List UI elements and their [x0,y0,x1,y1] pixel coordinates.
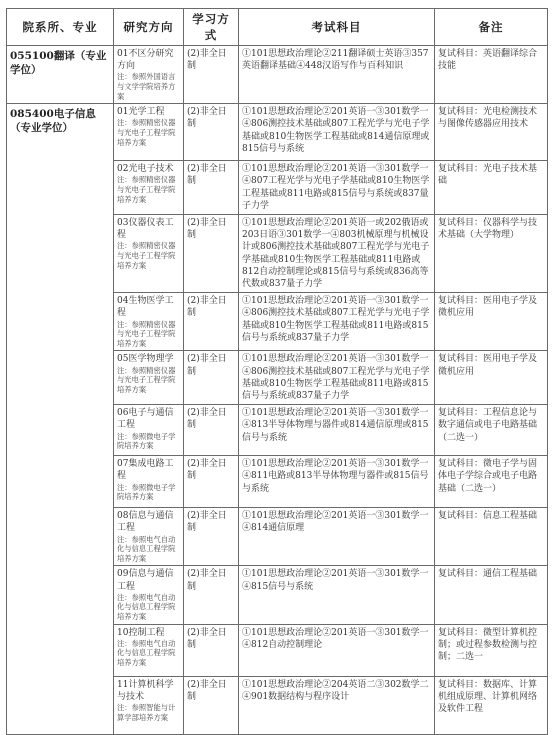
admission-table [6,8,548,735]
direction-cell [114,624,184,676]
remark-cell: 复试科目：数据库、计算机组成原理、计算机网络及软件工程 [435,676,548,734]
header-row [7,9,548,46]
direction-note: 注：参照精密仪器与光电子工程学院培养方案 [117,175,176,204]
direction-note: 注：参照电气自动化与信息工程学院培养方案 [117,592,176,621]
subjects-cell: ①101思想政治理论②201英语一③301数学一④806测控技术基础或807工程光学与光电子学基础或810生物医学工程基础或811电路或815信号与系统或837量子力学 [239,293,435,351]
remark-cell: 复试科目：医用电子学及微机应用 [435,351,548,405]
direction-note: 注：参照微电子学院培养方案 [117,482,176,502]
direction-title: 07集成电路工程 [117,459,174,482]
table-row [7,104,548,161]
mode-cell: (2)非全日制 [184,161,239,215]
direction-title: 03仪器仪表工程 [117,218,174,241]
subjects-cell: ①101思想政治理论②201英语一③301数学一④806测控技术基础或807工程光学与光电子学基础或810生物医学工程基础或814通信原理或815信号与系统 [239,104,435,161]
mode-cell: (2)非全日制 [184,215,239,293]
remark-cell: 复试科目：英语翻译综合技能 [435,46,548,104]
subjects-cell: ①101思想政治理论②201英语一③301数学一④815信号与系统 [239,566,435,624]
direction-title: 05医学物理学 [117,354,174,365]
direction-cell [114,161,184,215]
header-mode: 学习方式 [184,9,239,46]
direction-title: 01光学工程 [117,107,165,118]
subjects-cell: ①101思想政治理论②201英语一③301数学一④806测控技术基础或807工程光学与光电子学基础或810生物医学工程基础或811电路或815信号与系统或837量子力学 [239,351,435,405]
remark-cell: 复试科目：医用电子学及微机应用 [435,293,548,351]
subjects-cell: ①101思想政治理论②211翻译硕士英语③357英语翻译基础④448汉语写作与百科知识 [239,46,435,104]
remark-cell: 复试科目：微型计算机控制；或过程参数检测与控制；二选一 [435,624,548,676]
direction-cell [114,508,184,566]
direction-note: 注：参照智能与计算学部培养方案 [117,703,176,722]
remark-cell: 复试科目：光电检测技术与图像传感器应用技术 [435,104,548,161]
direction-note: 注：参照微电子学院培养方案 [117,431,176,451]
direction-cell [114,46,184,104]
subjects-cell: ①101思想政治理论②201英语一③301数学一④814通信原理 [239,508,435,566]
subjects-cell: ①101思想政治理论②201英语一③301数学一④813半导体物理与器件或814通信原理或815信号与系统 [239,405,435,456]
subjects-cell: ①101思想政治理论②201英语一③301数学一④807工程光学与光电子学基础或810生物医学工程基础或811电路或815信号与系统或837量子力学 [239,161,435,215]
direction-cell [114,293,184,351]
header-major: 院系所、专业 [7,9,114,46]
subjects-cell: ①101思想政治理论②204英语二③302数学二④901数据结构与程序设计 [239,676,435,734]
remark-cell: 复试科目：信息工程基础 [435,508,548,566]
direction-note: 注：参照外国语言与文学学院培养方案 [117,72,176,101]
direction-title: 11计算机科学与技术 [117,679,174,702]
mode-cell: (2)非全日制 [184,508,239,566]
direction-title: 06电子与通信工程 [117,408,174,431]
remark-cell: 复试科目：光电子技术基础 [435,161,548,215]
header-subjects: 考试科目 [239,9,435,46]
direction-note: 注：参照精密仪器与光电子工程学院培养方案 [117,319,176,348]
direction-note: 注：参照电气自动化与信息工程学院培养方案 [117,638,176,667]
major-cell: 085400电子信息（专业学位） [7,104,114,734]
remark-cell: 复试科目：微电子学与固体电子学综合或电子电路基础（二选一） [435,456,548,508]
direction-title: 10控制工程 [117,627,165,638]
direction-title: 02光电子技术 [117,164,174,175]
direction-title: 09信息与通信工程 [117,569,174,592]
subjects-cell: ①101思想政治理论②201英语一或202俄语或203日语③301数学一④803机械原理与机械设计或806测控技术基础或807工程光学与光电子学基础或810生物医学工程基础或811电路或812自动控制理论或815信号与系统或836高等代数或837量子力学 [239,215,435,293]
mode-cell: (2)非全日制 [184,46,239,104]
remark-cell: 复试科目：通信工程基础 [435,566,548,624]
mode-cell: (2)非全日制 [184,676,239,734]
direction-cell [114,456,184,508]
mode-cell: (2)非全日制 [184,293,239,351]
direction-cell [114,566,184,624]
direction-cell [114,215,184,293]
mode-cell: (2)非全日制 [184,456,239,508]
direction-title: 04生物医学工程 [117,296,174,319]
major-cell: 055100翻译（专业学位） [7,46,114,104]
mode-cell: (2)非全日制 [184,566,239,624]
direction-cell [114,676,184,734]
direction-title: 08信息与通信工程 [117,511,174,534]
table-row [7,46,548,104]
mode-cell: (2)非全日制 [184,351,239,405]
direction-note: 注：参照精密仪器与光电子工程学院培养方案 [117,118,176,147]
direction-note: 注：参照电气自动化与信息工程学院培养方案 [117,534,176,563]
mode-cell: (2)非全日制 [184,624,239,676]
direction-note: 注：参照精密仪器与光电子工程学院培养方案 [117,241,176,270]
direction-cell [114,405,184,456]
subjects-cell: ①101思想政治理论②201英语一③301数学一④811电路或813半导体物理与器件或815信号与系统 [239,456,435,508]
remark-cell: 复试科目：工程信息论与数字通信或电子电路基础（二选一） [435,405,548,456]
direction-title: 01不区分研究方向 [117,49,174,72]
header-remark: 备注 [435,9,548,46]
subjects-cell: ①101思想政治理论②201英语一③301数学一④812自动控制理论 [239,624,435,676]
direction-cell [114,104,184,161]
remark-cell: 复试科目：仪器科学与技术基础（大学物理） [435,215,548,293]
mode-cell: (2)非全日制 [184,405,239,456]
mode-cell: (2)非全日制 [184,104,239,161]
direction-note: 注：参照精密仪器与光电子工程学院培养方案 [117,365,176,394]
header-direction: 研究方向 [114,9,184,46]
direction-cell [114,351,184,405]
